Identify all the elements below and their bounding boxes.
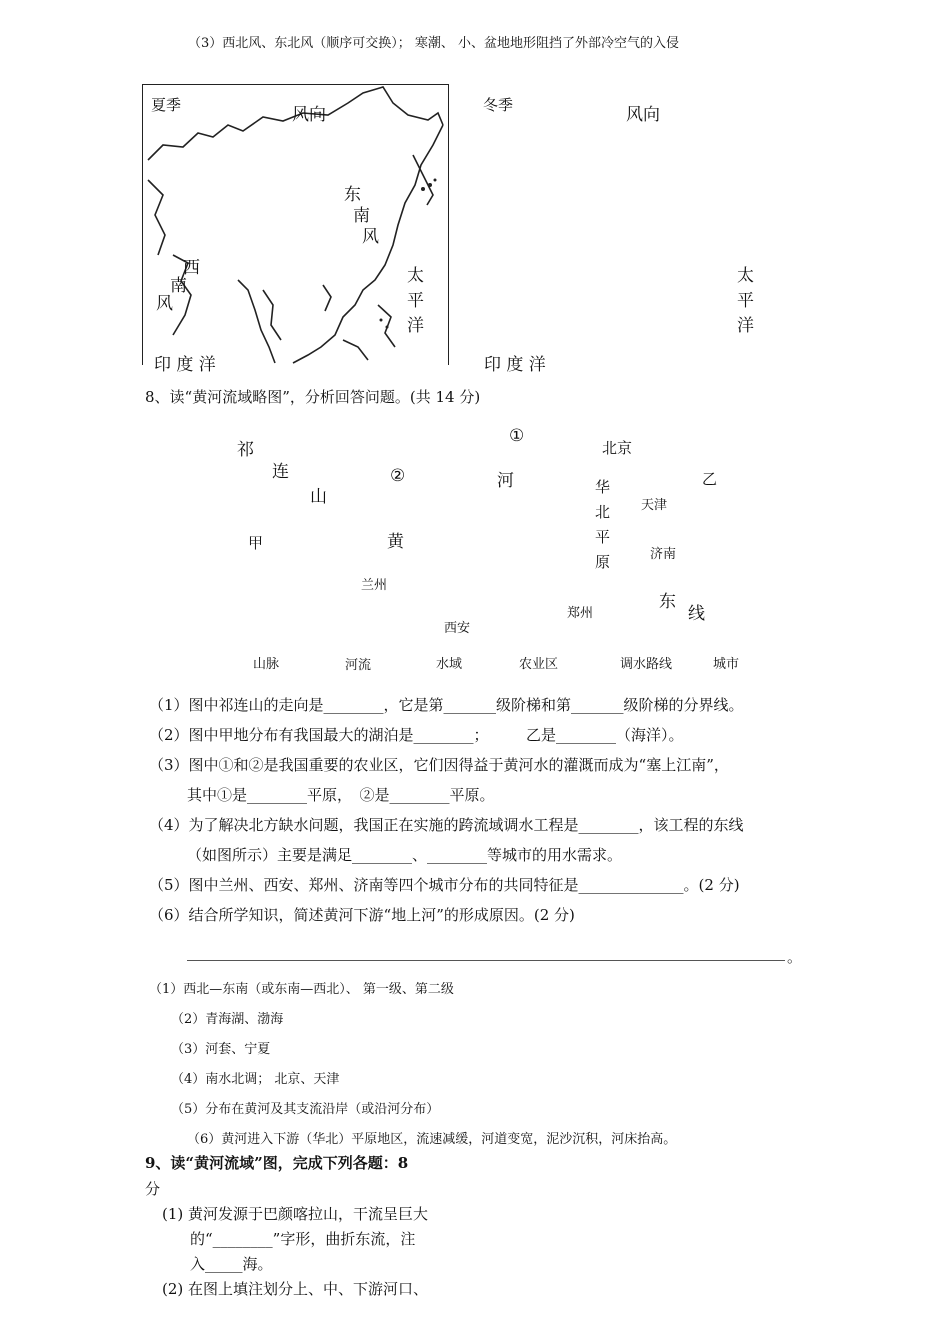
location-yi: 乙 bbox=[702, 470, 718, 488]
q9-item-1-cont2: 入_____海。 bbox=[190, 1255, 273, 1273]
agri-zone-1-marker: ① bbox=[509, 426, 525, 446]
q8-question-3-cont: 其中①是________平原， ②是________平原。 bbox=[187, 786, 495, 804]
qilian-char-3: 山 bbox=[310, 487, 327, 507]
river-label-he: 河 bbox=[497, 471, 514, 491]
legend-water: 水域 bbox=[436, 657, 463, 672]
q8-answer-3: （3）河套、宁夏 bbox=[171, 1042, 271, 1057]
city-xian: 西安 bbox=[444, 621, 471, 636]
q8-title: 8、读“黄河流域略图”，分析回答问题。(共 14 分) bbox=[145, 388, 481, 406]
summer-pacific-label: 太 平 洋 bbox=[407, 266, 424, 336]
q8-answer-6: （6）黄河进入下游（华北）平原地区，流速减缓，河道变宽，泥沙沉积，河床抬高。 bbox=[187, 1132, 677, 1147]
summer-season-label: 夏季 bbox=[151, 96, 182, 114]
winter-season-label: 冬季 bbox=[483, 96, 514, 114]
summer-indian-ocean-label: 印 度 洋 bbox=[154, 355, 216, 375]
summer-monsoon-map bbox=[142, 84, 449, 365]
east-route-char-xian: 线 bbox=[688, 604, 705, 624]
q8-question-3: （3）图中①和②是我国重要的农业区，它们因得益于黄河水的灌溉而成为“塞上江南”， bbox=[149, 756, 729, 774]
legend-agri-area: 农业区 bbox=[519, 657, 559, 672]
river-label-huang: 黄 bbox=[387, 532, 404, 552]
city-jinan: 济南 bbox=[650, 547, 677, 562]
legend-water-route: 调水路线 bbox=[620, 657, 673, 672]
legend-city: 城市 bbox=[713, 657, 740, 672]
location-jia: 甲 bbox=[248, 534, 264, 552]
q8-question-5: （5）图中兰州、西安、郑州、济南等四个城市分布的共同特征是______________。(2 分) bbox=[149, 876, 740, 894]
winter-indian-ocean-label: 印 度 洋 bbox=[484, 355, 546, 375]
q9-item-1-cont: 的“________”字形，曲折东流，注 bbox=[190, 1230, 416, 1248]
q8-question-4: （4）为了解决北方缺水问题，我国正在实施的跨流域调水工程是________，该工程的东线 bbox=[149, 816, 744, 834]
q9-title: 9、读“黄河流域”图，完成下列各题：8 bbox=[145, 1154, 409, 1172]
q9-item-1: (1) 黄河发源于巴颜喀拉山，干流呈巨大 bbox=[162, 1205, 429, 1223]
q8-answer-blank-line bbox=[187, 960, 785, 961]
q9-title-cont: 分 bbox=[145, 1180, 161, 1198]
q8-question-6: （6）结合所学知识，简述黄河下游“地上河”的形成原因。(2 分) bbox=[149, 906, 575, 924]
southwest-wind-char-1: 西 bbox=[183, 258, 200, 278]
previous-answer: （3）西北风、东北风（顺序可交换）； 寒潮、 小、盆地地形阻挡了外部冷空气的入侵 bbox=[188, 36, 680, 51]
city-beijing: 北京 bbox=[602, 439, 633, 457]
winter-wind-direction-label: 风向 bbox=[626, 105, 660, 125]
city-tianjin: 天津 bbox=[641, 498, 668, 513]
east-route-char-dong: 东 bbox=[659, 592, 676, 612]
q8-answer-2: （2）青海湖、渤海 bbox=[171, 1012, 284, 1027]
q8-answer-4: （4）南水北调； 北京、天津 bbox=[171, 1072, 340, 1087]
qilian-char-1: 祁 bbox=[237, 440, 254, 460]
southwest-wind-char-2: 南 bbox=[170, 276, 187, 296]
q8-question-1: （1）图中祁连山的走向是________，它是第_______级阶梯和第_______级阶梯的分界线。 bbox=[149, 696, 744, 714]
q9-item-2: (2) 在图上填注划分上、中、下游河口、 bbox=[162, 1280, 429, 1298]
winter-pacific-label: 太 平 洋 bbox=[737, 266, 754, 336]
q8-answer-line-end: 。 bbox=[787, 948, 803, 966]
agri-zone-2-marker: ② bbox=[390, 466, 406, 486]
q8-question-2: （2）图中甲地分布有我国最大的湖泊是________； 乙是________（海洋）。 bbox=[149, 726, 684, 744]
city-lanzhou: 兰州 bbox=[361, 578, 388, 593]
north-china-plain-label: 华 北 平 原 bbox=[595, 478, 611, 571]
asia-coastline-sketch bbox=[143, 85, 448, 365]
southeast-wind-label: 东 南 风 bbox=[344, 185, 379, 247]
southwest-wind-char-3: 风 bbox=[156, 294, 173, 314]
city-zhengzhou: 郑州 bbox=[567, 606, 594, 621]
q8-question-4-cont: （如图所示）主要是满足________、________等城市的用水需求。 bbox=[187, 846, 623, 864]
q8-answer-5: （5）分布在黄河及其支流沿岸（或沿河分布） bbox=[171, 1102, 440, 1117]
q8-answer-1: （1）西北—东南（或东南—西北）、 第一级、第二级 bbox=[149, 982, 454, 997]
legend-mountain: 山脉 bbox=[253, 657, 280, 672]
qilian-char-2: 连 bbox=[272, 462, 289, 482]
legend-river: 河流 bbox=[345, 658, 372, 673]
summer-wind-direction-label: 风向 bbox=[292, 105, 326, 125]
